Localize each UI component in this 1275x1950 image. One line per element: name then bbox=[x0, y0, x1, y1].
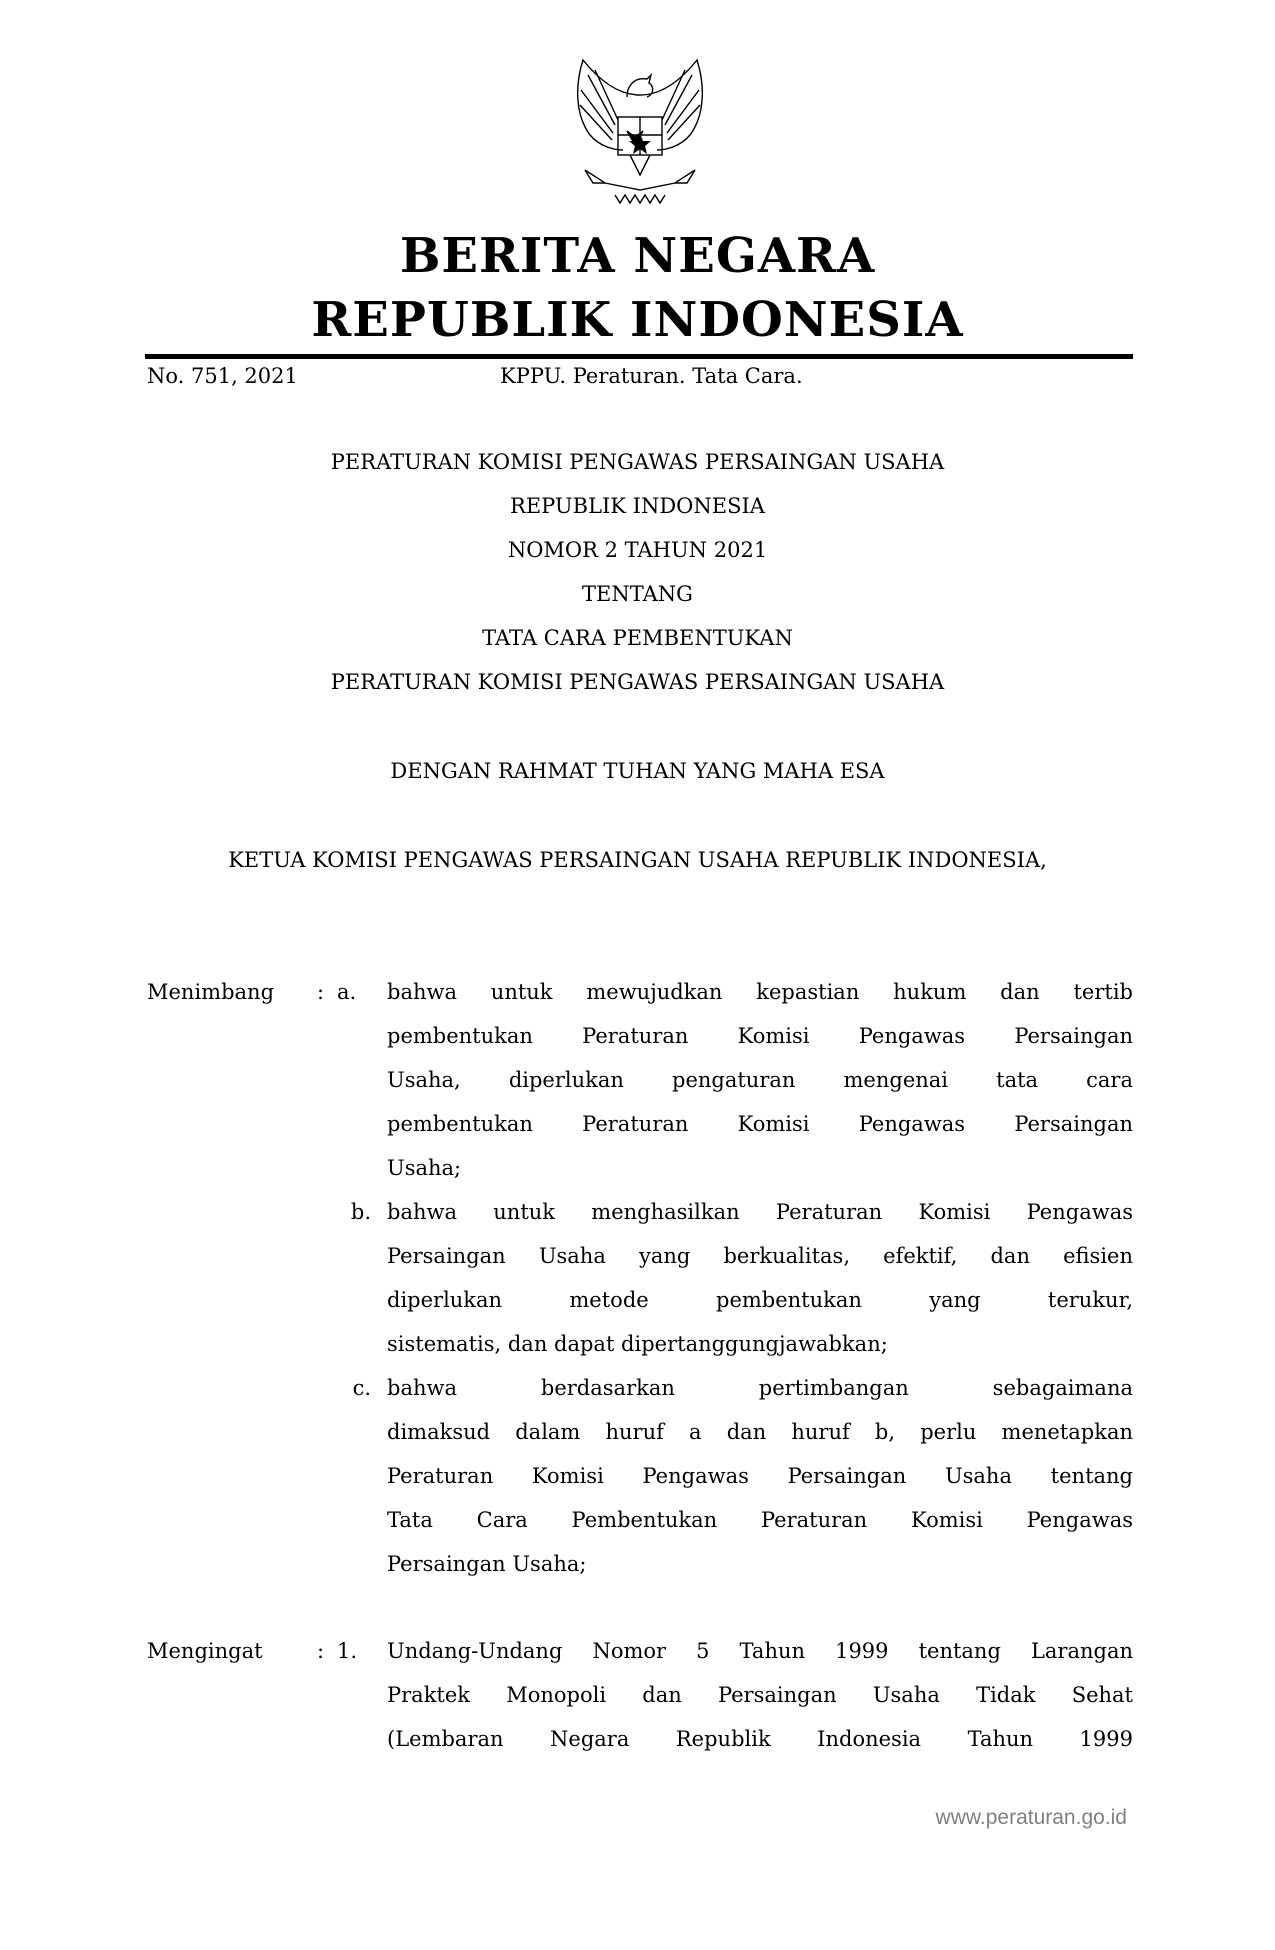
item-text: Usaha, diperlukan pengaturan mengenai tata cara bbox=[387, 1068, 1133, 1092]
item-text: bahwa untuk mewujudkan kepastian hukum dan tertib bbox=[387, 980, 1133, 1004]
item-text: Peraturan Komisi Pengawas Persaingan Usaha tentang bbox=[387, 1464, 1133, 1488]
item-text: pembentukan Peraturan Komisi Pengawas Persaingan bbox=[387, 1112, 1133, 1136]
header-divider bbox=[145, 354, 1133, 359]
issuer-line: KETUA KOMISI PENGAWAS PERSAINGAN USAHA REPUBLIK INDONESIA, bbox=[228, 848, 1047, 872]
item-text: Tata Cara Pembentukan Peraturan Komisi Pengawas bbox=[387, 1508, 1133, 1532]
item-marker: c. bbox=[352, 1376, 371, 1400]
item-text: Undang-Undang Nomor 5 Tahun 1999 tentang Larangan bbox=[387, 1639, 1133, 1663]
gazette-title: BERITA NEGARA bbox=[399, 228, 876, 284]
mengingat-section bbox=[147, 1629, 1133, 1761]
section-label: Menimbang bbox=[147, 980, 275, 1004]
item-marker: 1. bbox=[337, 1639, 358, 1663]
gazette-subtitle: REPUBLIK INDONESIA bbox=[311, 292, 964, 348]
item-text: sistematis, dan dapat dipertanggungjawabkan; bbox=[387, 1332, 888, 1356]
item-text: diperlukan metode pembentukan yang terukur, bbox=[387, 1288, 1133, 1312]
regulation-heading-line: NOMOR 2 TAHUN 2021 bbox=[507, 538, 768, 562]
source-watermark: www.peraturan.go.id bbox=[935, 1806, 1127, 1829]
regulation-heading-line: TENTANG bbox=[582, 582, 693, 606]
gazette-number: No. 751, 2021 bbox=[147, 364, 298, 388]
item-text: Persaingan Usaha; bbox=[387, 1552, 587, 1576]
item-text: (Lembaran Negara Republik Indonesia Tahun 1999 bbox=[387, 1727, 1133, 1751]
colon: : bbox=[317, 980, 325, 1004]
item-text: Usaha; bbox=[387, 1156, 462, 1180]
item-text: bahwa berdasarkan pertimbangan sebagaimana bbox=[387, 1376, 1133, 1400]
item-text: bahwa untuk menghasilkan Peraturan Komisi Pengawas bbox=[387, 1200, 1133, 1224]
invocation: DENGAN RAHMAT TUHAN YANG MAHA ESA bbox=[390, 759, 885, 783]
gazette-subject: KPPU. Peraturan. Tata Cara. bbox=[500, 364, 803, 388]
item-marker: b. bbox=[350, 1200, 371, 1224]
menimbang-section bbox=[147, 970, 1133, 1586]
regulation-heading-line: TATA CARA PEMBENTUKAN bbox=[482, 626, 793, 650]
item-marker: a. bbox=[337, 980, 357, 1004]
item-text: Persaingan Usaha yang berkualitas, efektif, dan efisien bbox=[387, 1244, 1133, 1268]
item-text: dimaksud dalam huruf a dan huruf b, perlu menetapkan bbox=[387, 1420, 1133, 1444]
item-text: pembentukan Peraturan Komisi Pengawas Persaingan bbox=[387, 1024, 1133, 1048]
regulation-heading-line: PERATURAN KOMISI PENGAWAS PERSAINGAN USAHA bbox=[330, 670, 945, 694]
garuda-emblem-icon bbox=[555, 55, 725, 215]
item-text: Praktek Monopoli dan Persaingan Usaha Tidak Sehat bbox=[387, 1683, 1133, 1707]
regulation-heading-line: PERATURAN KOMISI PENGAWAS PERSAINGAN USAHA bbox=[330, 450, 945, 474]
regulation-heading-line: REPUBLIK INDONESIA bbox=[510, 494, 765, 518]
colon: : bbox=[317, 1639, 325, 1663]
section-label: Mengingat bbox=[147, 1639, 263, 1663]
